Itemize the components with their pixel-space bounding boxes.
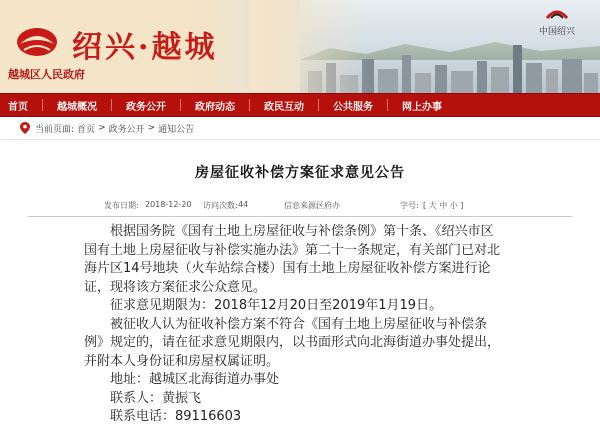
city-logo-icon	[14, 22, 60, 60]
breadcrumb-item-notices[interactable]: 通知公告	[158, 124, 195, 135]
source-value: 区府办	[316, 201, 340, 210]
nav-divider	[42, 99, 43, 111]
contact-phone: 联系电话：89116603	[110, 409, 242, 424]
font-size-options[interactable]: [ 大 中 小 ]	[423, 201, 464, 210]
nav-item-interaction[interactable]: 政民互动	[264, 101, 304, 113]
main-nav	[0, 93, 600, 117]
publish-date: 2018-12-20	[145, 200, 192, 209]
breadcrumb: 当前页面: 首页 > 政务公开 > 通知公告	[0, 117, 600, 140]
contact-person: 联系人：黄振飞	[110, 390, 202, 406]
body-paragraph: 根据国务院《国有土地上房屋征收与补偿条例》第十条、《绍兴市区国有土地上房屋征收与补偿实施办法》第二十一条规定，有关部门已对北海片区14号地块（火车站综合楼）国有土地上房屋征收补偿方案进行论证，现将该方案征求公众意见。	[84, 224, 501, 295]
nav-divider	[387, 99, 388, 111]
visit-count: 44	[238, 200, 249, 209]
badge-text: 中国绍兴	[538, 27, 575, 37]
source-label: 信息来源:	[284, 201, 319, 210]
site-banner	[0, 0, 600, 93]
china-shaoxing-badge[interactable]	[536, 5, 578, 37]
breadcrumb-label: 当前页面:	[35, 124, 75, 135]
nav-item-overview[interactable]: 越城概况	[57, 101, 97, 113]
article-body	[0, 223, 600, 427]
nav-item-home[interactable]: 首页	[8, 101, 28, 113]
breadcrumb-item-gov-affairs[interactable]: 政务公开	[108, 124, 145, 135]
nav-item-public-service[interactable]: 公共服务	[333, 101, 373, 113]
location-pin-icon	[20, 122, 30, 134]
body-paragraph: 被征收人认为征收补偿方案不符合《国有土地上房屋征收与补偿条例》规定的，请在征求意见期限内，以书面形式向北海街道办事处提出，并附本人身份证和房屋权属证明。	[84, 316, 501, 369]
nav-divider	[180, 99, 181, 111]
nav-item-gov-affairs[interactable]: 政务公开	[126, 101, 166, 113]
article-meta	[0, 200, 600, 214]
nav-item-gov-news[interactable]: 政府动态	[195, 101, 235, 113]
publish-date-label: 发布日期:	[104, 201, 139, 210]
visit-count-label: 访问次数:	[203, 201, 238, 210]
nav-divider	[249, 99, 250, 111]
meta-divider	[28, 216, 572, 217]
nav-divider	[111, 99, 112, 111]
site-subtitle: 越城区人民政府	[8, 68, 85, 81]
font-size-label: 字号:	[400, 201, 419, 210]
nav-divider	[318, 99, 319, 111]
contact-address: 地址：越城区北海街道办事处	[110, 372, 280, 387]
china-shaoxing-badge-icon	[545, 6, 569, 20]
breadcrumb-item-home[interactable]: 首页	[77, 124, 96, 135]
body-paragraph: 征求意见期限为：2018年12月20日至2019年1月19日。	[110, 298, 443, 313]
site-title: 绍兴·越城	[72, 30, 218, 65]
article-title: 房屋征收补偿方案征求意见公告	[195, 165, 405, 181]
nav-item-online-service[interactable]: 网上办事	[402, 101, 442, 113]
